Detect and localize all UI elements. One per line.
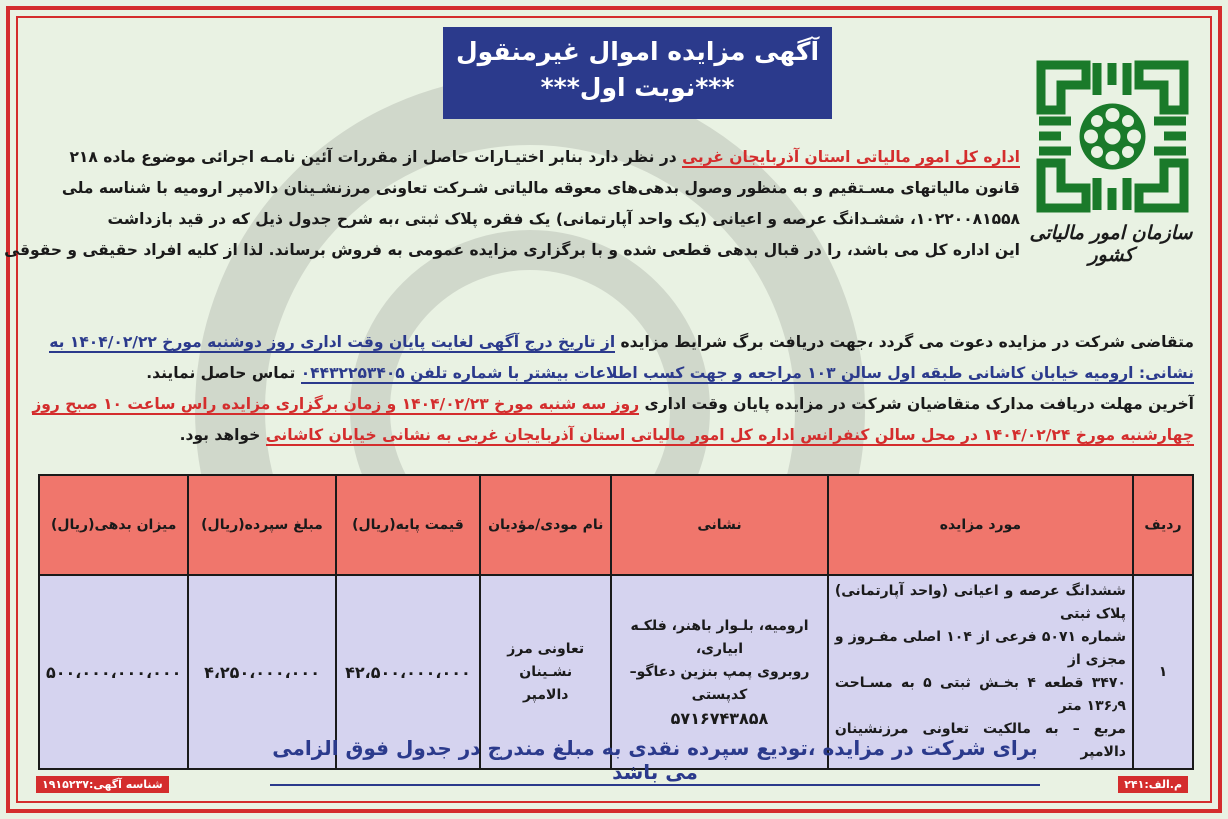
auction-table <box>38 474 1194 770</box>
header-address: نشانی <box>611 475 828 575</box>
title-line-1: آگهی مزایده اموال غیرمنقول <box>455 37 820 66</box>
paragraph-line: متقاضی شرکت در مزایده دعوت می گردد ،جهت دریافت برگ شرایط مزایده از تاریخ درج آگهی لغایت پایان وقت اداری روز دوشنبه مورخ ۱۴۰۴/۰۲/۲۲ به <box>49 333 1194 351</box>
auction-location-text: چهارشنبه مورخ ۱۴۰۴/۰۲/۲۴ در محل سالن کنفرانس اداره کل امور مالیاتی استان آذربایجان غربی به نشانی خیابان کاشانی <box>265 426 1194 444</box>
header-deposit: مبلغ سپرده(ریال) <box>188 475 335 575</box>
paragraph-line: ۱۰۲۲۰۰۸۱۵۵۸، ششـدانگ عرصه و اعیانی (یک واحد آپارتمانی) یک فقره پلاک ثبتی ،به شرح جدول ذیل که در قید بازداشت <box>107 210 1020 228</box>
announcement-title <box>443 27 832 119</box>
header-base-price: قیمت پایه(ریال) <box>336 475 481 575</box>
deadline-text: از تاریخ درج آگهی لغایت پایان وقت اداری روز دوشنبه مورخ ۱۴۰۴/۰۲/۲۲ به <box>49 333 616 351</box>
paragraph-line: اداره کل امور مالیاتی استان آذربایجان غربی در نظر دارد بنابر اختیـارات حاصل از مقررات آئین نامـه اجرائی موضوع ماده ۲۱۸ <box>69 148 1020 166</box>
table-header-row <box>39 475 1193 575</box>
paragraph-line: این اداره کل می باشد، را در قبال بدهی قطعی شده و با برگزاری مزایده عمومی به فروش برساند. لذا از کلیه افراد حقیقی و حقوقی <box>4 241 1020 259</box>
header-item: مورد مزایده <box>828 475 1133 575</box>
paragraph-line: نشانی: ارومیه خیابان کاشانی طبقه اول سالن ۱۰۳ مراجعه و جهت کسب اطلاعات بیشتر با شماره تلفن ۰۴۴۳۲۲۵۳۴۰۵ تماس حاصل نمایند. <box>146 364 1194 382</box>
announcement-paragraph-2 <box>32 327 1194 451</box>
cell-base-price: ۴۲،۵۰۰،۰۰۰،۰۰۰ <box>336 575 481 769</box>
header-taxpayer: نام مودی/مؤدیان <box>480 475 611 575</box>
tax-organization-logo-icon <box>1031 55 1194 218</box>
ad-id-tag: شناسه آگهی:۱۹۱۵۲۳۷ <box>36 776 169 793</box>
paragraph-line: آخرین مهلت دریافت مدارک متقاضیان شرکت در مزایده پایان وقت اداری روز سه شنبه مورخ ۱۴۰۴/۰۲/۲۳ و زمان برگزاری مزایده راس ساعت ۱۰ صبح روز <box>32 395 1194 413</box>
address-contact-text: نشانی: ارومیه خیابان کاشانی طبقه اول سالن ۱۰۳ مراجعه و جهت کسب اطلاعات بیشتر با شماره تلفن ۰۴۴۳۲۲۵۳۴۰۵ <box>300 364 1194 382</box>
auction-date-text: روز سه شنبه مورخ ۱۴۰۴/۰۲/۲۳ و زمان برگزاری مزایده راس ساعت ۱۰ صبح روز <box>32 395 640 413</box>
paragraph-line: قانون مالیاتهای مسـتقیم و به منظور وصول بدهی‌های معوقه مالیاتی شـرکت تعاونی مرزنشـینان دالامپر ارومیه با شناسه ملی <box>61 179 1020 197</box>
office-name: اداره کل امور مالیاتی استان آذربایجان غربی <box>682 148 1020 166</box>
cell-debt: ۵۰۰،۰۰۰،۰۰۰،۰۰۰ <box>39 575 188 769</box>
header-debt: میزان بدهی(ریال) <box>39 475 188 575</box>
cell-deposit: ۴،۲۵۰،۰۰۰،۰۰۰ <box>188 575 335 769</box>
cell-row-number: ۱ <box>1133 575 1193 769</box>
announcement-paragraph-1 <box>4 142 1020 266</box>
paragraph-line: چهارشنبه مورخ ۱۴۰۴/۰۲/۲۴ در محل سالن کنفرانس اداره کل امور مالیاتی استان آذربایجان غربی به نشانی خیابان کاشانی خواهد بود. <box>179 426 1194 444</box>
cell-item: ششدانگ عرصه و اعیانی (واحد آپارتمانی) پلاک ثبتی شماره ۵۰۷۱ فرعی از ۱۰۴ اصلی مفـروز و مجزی از ۳۴۷۰ قطعه ۴ بخـش ثبتی ۵ به مسـاحت ۱۳۶٫۹ متر مربع – به مالکیت تعاونی مرزنشینان دالامپر <box>828 575 1133 769</box>
cell-taxpayer: تعاونی مرز نشـینان دالامپر <box>480 575 611 769</box>
organization-name: سازمان امور مالیاتی کشور <box>1029 222 1193 266</box>
reference-number-tag: م.الف:۲۴۱ <box>1118 776 1188 793</box>
header-row-number: ردیف <box>1133 475 1193 575</box>
title-line-2: ***نوبت اول*** <box>540 73 735 102</box>
deposit-requirement-note: برای شرکت در مزایده ،تودیع سپرده نقدی به مبلغ مندرج در جدول فوق الزامی می باشد <box>270 736 1040 786</box>
cell-address: ارومیه، بلـوار باهنر، فلکـه ابیاری، روبروی پمپ بنزین دعاگو– کدپستی ۵۷۱۶۷۴۳۸۵۸ <box>611 575 828 769</box>
